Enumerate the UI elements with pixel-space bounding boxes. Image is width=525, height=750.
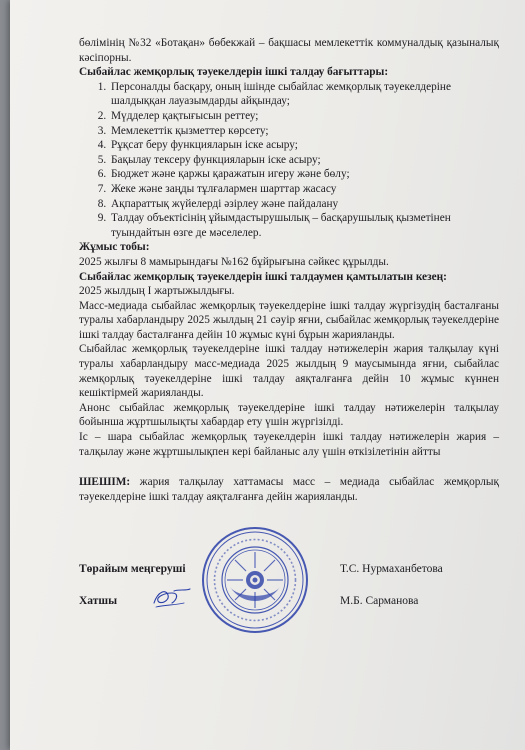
chair-signature-row: [79, 563, 186, 575]
direction-item: 1. Персоналды басқару, оның ішінде сыбайлас жемқорлық тәуекелдеріне шалдыққан лауазымдарды айқындау;: [109, 80, 499, 109]
period-text: 2025 жылдың I жартыжылдығы.: [79, 285, 235, 298]
working-group-heading: Жұмыс тобы:: [79, 241, 150, 254]
direction-item: 3. Мемлекеттік қызметтер көрсету;: [109, 124, 499, 139]
official-seal-icon: [200, 525, 310, 635]
direction-item: 8. Ақпараттық жүйелерді әзірлеу және пайдалану: [109, 197, 499, 212]
resolution: [79, 475, 499, 504]
directions-heading: Сыбайлас жемқорлық тәуекелдерін ішкі талдау бағыттары:: [79, 66, 389, 79]
paragraph-discussion-date: Сыбайлас жемқорлық тәуекелдеріне ішкі талдау нәтижелерін жария талқылау күні туралы хабарландыру масс-медиада 2025 жылдың 9 маусымында яғни, сыбайлас жемқорлық тәуекелдеріне ішкі талдау аяқталғанға дейін 10 жұмыс күннен кешіктірмей жарияланды.: [79, 343, 499, 400]
chair-name: Т.С. Нурмаханбетова: [340, 563, 443, 575]
intro-text: бөлімінің №32 «Ботақан» бөбекжай – бақшасы мемлекеттік коммуналдық қазыналық кәсіпорны.: [79, 37, 499, 64]
secretary-name: М.Б. Сарманова: [340, 595, 419, 607]
period-heading: Сыбайлас жемқорлық тәуекелдерін ішкі талдаумен қамтылатын кезең:: [79, 270, 447, 283]
signature-icon: [150, 585, 195, 611]
resolution-text: жария талқылау хаттамасы масс – медиада сыбайлас жемқорлық тәуекелдеріне ішкі талдау аяқталғанға дейін жарияланды.: [79, 476, 499, 503]
resolution-label: ШЕШІМ:: [79, 476, 131, 489]
direction-item: 5. Бақылау тексеру функцияларын іске асыру;: [109, 153, 499, 168]
paragraph-event: Іс – шара сыбайлас жемқорлық тәуекелдерін ішкі талдау нәтижелерін жария – талқылау және жұртшылықпен кері байланыс алу үшін өткізілетінін айтты: [79, 431, 499, 458]
direction-item: 4. Рұқсат беру функцияларын іске асыру;: [109, 138, 499, 153]
directions-list: [79, 80, 499, 241]
chair-role: Төрайым меңгеруші: [79, 563, 186, 575]
direction-item: 2. Мүдделер қақтығысын реттеу;: [109, 109, 499, 124]
secretary-signature-row: [79, 595, 117, 607]
direction-item: 7. Жеке және заңды тұлғалармен шарттар жасасу: [109, 182, 499, 197]
document-body: [79, 36, 499, 504]
paragraph-anons: Анонс сыбайлас жемқорлық тәуекелдеріне ішкі талдау нәтижелерін талқылау бойынша жұртшылықты хабардар ету үшін жүргізілді.: [79, 401, 499, 429]
paragraph-announcement: Масс-медиада сыбайлас жемқорлық тәуекелдеріне ішкі талдау жүргізудің басталғаны туралы хабарландыру 2025 жылдың 21 сәуір яғни, сыбайлас жемқорлық тәуекелдеріне ішкі талдау басталғанға дейін 10 жұмыс күні бұрын жарияланды.: [79, 299, 499, 341]
direction-item: 9. Талдау объектісінің ұйымдастырушылық – басқарушылық қызметінен туындайтын өзге де мәселелер.: [109, 211, 499, 240]
working-group-text: 2025 жылғы 8 мамырындағы №162 бұйрығына сәйкес құрылды.: [79, 255, 389, 268]
direction-item: 6. Бюджет және қаржы қаражатын игеру және бөлу;: [109, 167, 499, 182]
secretary-role: Хатшы: [79, 595, 118, 607]
